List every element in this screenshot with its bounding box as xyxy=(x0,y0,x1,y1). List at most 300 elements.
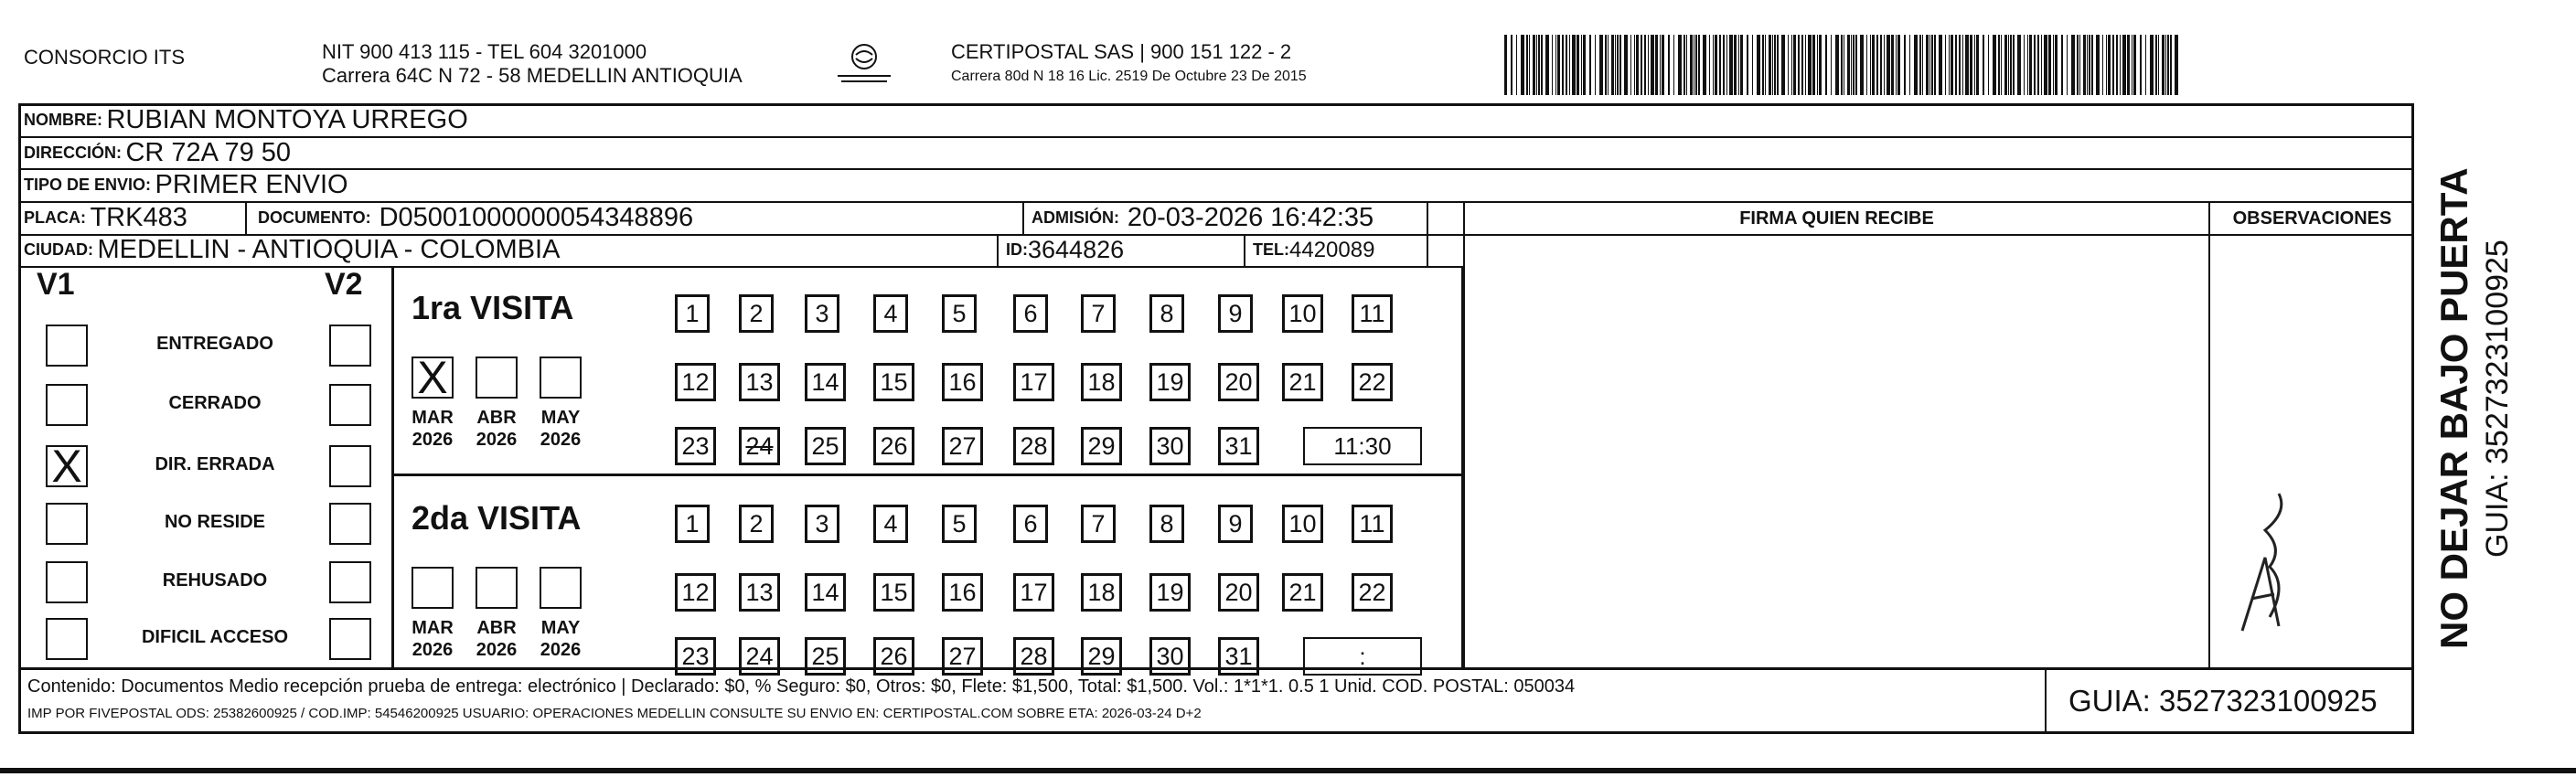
day-box[interactable]: 3 xyxy=(805,294,839,333)
barcode-bar xyxy=(1847,35,1850,95)
status-reason-label: ENTREGADO xyxy=(156,334,273,354)
barcode-bar xyxy=(1974,35,1975,95)
name-label: NOMBRE: xyxy=(24,111,102,129)
barcode-bar xyxy=(2053,35,2054,95)
barcode-bar xyxy=(1897,35,1900,95)
barcode-bar xyxy=(1655,35,1658,95)
city-label: CIUDAD: xyxy=(24,240,93,259)
barcode-bar xyxy=(1939,35,1942,95)
month-label: MAR xyxy=(412,408,454,428)
barcode-bar xyxy=(1931,35,1933,95)
observations-handwriting xyxy=(2215,457,2306,640)
recipient-name: RUBIAN MONTOYA URREGO xyxy=(106,105,468,134)
barcode-bar xyxy=(1855,35,1857,95)
address-label: DIRECCIÓN: xyxy=(24,144,122,162)
day-box[interactable]: 17 xyxy=(1013,573,1054,612)
v1-checkbox[interactable] xyxy=(46,325,88,367)
year-label: 2026 xyxy=(476,430,518,450)
tel-label: TEL: xyxy=(1253,240,1289,259)
day-box[interactable]: 21 xyxy=(1282,573,1323,612)
visit-title: 1ra VISITA xyxy=(412,289,574,326)
day-box[interactable]: 28 xyxy=(1013,427,1054,465)
month-label: ABR xyxy=(476,408,517,428)
plate-label: PLACA: xyxy=(24,208,86,227)
barcode-bar xyxy=(1774,35,1776,95)
barcode-bar xyxy=(2145,35,2146,95)
barcode-bar xyxy=(1651,35,1654,95)
barcode-bar xyxy=(1636,35,1639,95)
barcode-bar xyxy=(1533,35,1535,95)
barcode-bar xyxy=(1812,35,1815,95)
barcode-bar xyxy=(1853,35,1855,95)
barcode-bar xyxy=(1719,35,1721,95)
month-checkbox[interactable] xyxy=(476,357,518,399)
day-box[interactable]: 22 xyxy=(1352,573,1393,612)
barcode-bar xyxy=(1752,35,1753,95)
courier-license: Carrera 80d N 18 16 Lic. 2519 De Octubre 23 De 2015 xyxy=(951,69,1307,84)
barcode-bar xyxy=(2167,35,2169,95)
barcode-bar xyxy=(1825,35,1827,95)
barcode-bar xyxy=(1880,35,1882,95)
barcode-bar xyxy=(2041,35,2042,95)
day-box[interactable]: 25 xyxy=(805,637,846,676)
barcode-bar xyxy=(2158,35,2159,95)
barcode-bar xyxy=(1970,35,1972,95)
day-box[interactable]: 14 xyxy=(805,573,846,612)
barcode-bar xyxy=(2102,35,2103,95)
barcode-bar xyxy=(1569,35,1570,95)
barcode-bar xyxy=(1729,35,1733,95)
day-box[interactable]: 29 xyxy=(1081,637,1122,676)
barcode-bar xyxy=(1762,35,1764,95)
barcode-bar xyxy=(1660,35,1661,95)
admission-date: 20-03-2026 16:42:35 xyxy=(1127,203,1374,232)
barcode-bar xyxy=(1738,35,1739,95)
v2-checkbox[interactable] xyxy=(329,618,371,660)
day-box[interactable]: 4 xyxy=(873,294,908,333)
day-box[interactable]: 4 xyxy=(873,505,908,543)
barcode-bar xyxy=(1630,35,1631,95)
barcode-bar xyxy=(2087,35,2088,95)
day-box[interactable]: 6 xyxy=(1013,294,1048,333)
barcode-bar xyxy=(1668,35,1670,95)
month-label: MAR xyxy=(412,618,454,638)
day-box[interactable]: 12 xyxy=(675,363,716,401)
barcode-bar xyxy=(1536,35,1537,95)
day-box[interactable]: 31 xyxy=(1218,427,1259,465)
company-address: Carrera 64C N 72 - 58 MEDELLIN ANTIOQUIA xyxy=(322,64,743,87)
barcode-bar xyxy=(1608,35,1609,95)
plate: TRK483 xyxy=(90,203,187,232)
day-box[interactable]: 18 xyxy=(1081,363,1122,401)
barcode-bar xyxy=(1891,35,1894,95)
day-box[interactable]: 12 xyxy=(675,573,716,612)
barcode-bar xyxy=(1595,35,1596,95)
barcode-bar xyxy=(2044,35,2047,95)
barcode-bar xyxy=(1552,35,1553,95)
barcode-bar xyxy=(1634,35,1635,95)
barcode-bar xyxy=(1521,35,1524,95)
send-type-label: TIPO DE ENVIO: xyxy=(24,176,152,194)
recipient-id: 3644826 xyxy=(1028,236,1125,263)
barcode-bar xyxy=(1831,35,1832,95)
day-box[interactable]: 9 xyxy=(1218,294,1253,333)
status-reason-label: DIFICIL ACCESO xyxy=(141,627,288,647)
barcode-bar xyxy=(1955,35,1957,95)
barcode-bar xyxy=(1648,35,1649,95)
barcode-bar xyxy=(2055,35,2058,95)
day-box[interactable]: 20 xyxy=(1218,363,1259,401)
barcode-bar xyxy=(2116,35,2118,95)
send-type: PRIMER ENVIO xyxy=(155,170,348,199)
month-label: MAY xyxy=(540,408,581,428)
day-box[interactable]: 2 xyxy=(739,505,774,543)
barcode-bar xyxy=(1723,35,1725,95)
barcode-bar xyxy=(1949,35,1950,95)
year-label: 2026 xyxy=(476,640,518,660)
document-number: D05001000000054348896 xyxy=(379,203,694,232)
observations-label: OBSERVACIONES xyxy=(2232,208,2392,229)
day-box[interactable]: 11 xyxy=(1352,294,1393,333)
recipient-tel: 4420089 xyxy=(1289,237,1375,262)
status-reason-label: DIR. ERRADA xyxy=(155,454,275,474)
barcode-bar xyxy=(1993,35,1996,95)
day-box[interactable]: 11 xyxy=(1352,505,1393,543)
barcode-bar xyxy=(2096,35,2100,95)
document-label: DOCUMENTO: xyxy=(258,208,371,227)
barcode-bar xyxy=(1922,35,1923,95)
day-box[interactable]: 1 xyxy=(675,294,710,333)
barcode-bar xyxy=(1801,35,1803,95)
barcode-bar xyxy=(1781,35,1785,95)
barcode-bar xyxy=(1538,35,1540,95)
barcode-bar xyxy=(1624,35,1628,95)
barcode-bar xyxy=(1581,35,1582,95)
barcode-bar xyxy=(1715,35,1717,95)
barcode-bar xyxy=(1934,35,1936,95)
barcode-bar xyxy=(2091,35,2093,95)
barcode-bar xyxy=(2127,35,2130,95)
day-box[interactable]: 13 xyxy=(739,363,780,401)
side-warning: NO DEJAR BAJO PUERTA xyxy=(2432,167,2475,649)
barcode-bar xyxy=(2155,35,2157,95)
recipient-address: CR 72A 79 50 xyxy=(125,138,292,167)
barcode-bar xyxy=(1516,35,1517,95)
month-checkbox[interactable] xyxy=(476,567,518,609)
side-guide: GUIA: 3527323100925 xyxy=(2480,239,2515,558)
day-box[interactable]: 19 xyxy=(1149,573,1191,612)
barcode-bar xyxy=(1866,35,1867,95)
barcode-bar xyxy=(1690,35,1693,95)
name-row xyxy=(24,105,468,135)
barcode-bar xyxy=(1870,35,1871,95)
day-box[interactable]: 18 xyxy=(1081,573,1122,612)
contents-line: Contenido: Documentos Medio recepción prueba de entrega: electrónico | Declarado: $0, % Seguro: $0, Otros: $0, Flete: $1,500, Total: $1,500. Vol.: 1*1*1. 0.5 1 Unid. COD. POSTAL: 050034 xyxy=(27,676,1576,697)
barcode-bar xyxy=(1541,35,1543,95)
day-box[interactable]: 16 xyxy=(942,573,983,612)
day-box[interactable]: 10 xyxy=(1282,294,1323,333)
status-reason-label: NO RESIDE xyxy=(164,512,266,532)
barcode-bar xyxy=(2089,35,2090,95)
barcode-bar xyxy=(1529,35,1530,95)
barcode-bar xyxy=(1887,35,1890,95)
day-box[interactable]: 22 xyxy=(1352,363,1393,401)
barcode-bar xyxy=(2027,35,2028,95)
barcode-bar xyxy=(1798,35,1800,95)
month-checkbox[interactable] xyxy=(540,567,582,609)
barcode-bar xyxy=(1703,35,1706,95)
barcode-bar xyxy=(1709,35,1710,95)
v2-checkbox[interactable] xyxy=(329,503,371,545)
day-box[interactable]: 10 xyxy=(1282,505,1323,543)
barcode-bar xyxy=(2165,35,2166,95)
barcode-bar xyxy=(1555,35,1556,95)
month-checkbox[interactable] xyxy=(540,357,582,399)
barcode-bar xyxy=(1841,35,1843,95)
barcode-bar xyxy=(1577,35,1579,95)
barcode-bar xyxy=(1872,35,1875,95)
barcode-bar xyxy=(1557,35,1560,95)
barcode-bar xyxy=(2133,35,2136,95)
barcode-bar xyxy=(1926,35,1929,95)
visit-time-box[interactable]: 11:30 xyxy=(1303,427,1422,465)
barcode-bar xyxy=(1713,35,1714,95)
barcode-bar xyxy=(1566,35,1567,95)
barcode-bar xyxy=(1511,35,1512,95)
day-box[interactable]: 23 xyxy=(675,427,716,465)
status-reason-label: REHUSADO xyxy=(162,570,268,591)
barcode-bar xyxy=(2048,35,2051,95)
v2-label: V2 xyxy=(325,267,363,302)
barcode-bar xyxy=(1683,35,1685,95)
v2-checkbox[interactable] xyxy=(329,445,371,487)
barcode-bar xyxy=(2140,35,2142,95)
barcode-bar xyxy=(1959,35,1961,95)
barcode-bar xyxy=(1662,35,1664,95)
barcode-bar xyxy=(1929,35,1930,95)
city-row xyxy=(24,235,560,265)
day-box[interactable]: 28 xyxy=(1013,637,1054,676)
day-box[interactable]: 23 xyxy=(675,637,716,676)
barcode-bar xyxy=(1919,35,1921,95)
barcode-bar xyxy=(2010,35,2012,95)
day-box[interactable]: 24 xyxy=(739,637,780,676)
barcode-bar xyxy=(2162,35,2164,95)
barcode-bar xyxy=(1734,35,1737,95)
barcode-bar xyxy=(1673,35,1674,95)
barcode-bar xyxy=(1965,35,1969,95)
day-box[interactable]: 30 xyxy=(1149,637,1191,676)
barcode-bar xyxy=(2037,35,2039,95)
day-box[interactable]: 19 xyxy=(1149,363,1191,401)
day-box[interactable]: 8 xyxy=(1149,294,1184,333)
day-box[interactable]: 9 xyxy=(1218,505,1253,543)
barcode-bar xyxy=(1777,35,1779,95)
barcode-bar xyxy=(1617,35,1619,95)
barcode-bar xyxy=(1835,35,1839,95)
barcode-bar xyxy=(1619,35,1621,95)
barcode-bar xyxy=(1884,35,1885,95)
status-reason-label: CERRADO xyxy=(168,393,262,413)
barcode-bar xyxy=(1998,35,2000,95)
barcode-bar xyxy=(2029,35,2032,95)
barcode-bar xyxy=(2083,35,2086,95)
barcode-bar xyxy=(1611,35,1614,95)
barcode-bar xyxy=(1599,35,1603,95)
barcode-bar xyxy=(1876,35,1878,95)
barcode-bar xyxy=(1805,35,1806,95)
barcode-bar xyxy=(1615,35,1616,95)
barcode-bar xyxy=(2150,35,2154,95)
barcode-bar xyxy=(1976,35,1979,95)
day-box[interactable]: 29 xyxy=(1081,427,1122,465)
tel-row xyxy=(1253,235,1374,265)
v2-checkbox[interactable] xyxy=(329,561,371,603)
barcode-bar xyxy=(2175,35,2178,95)
day-box[interactable]: 30 xyxy=(1149,427,1191,465)
barcode-bar xyxy=(1589,35,1591,95)
v2-checkbox[interactable] xyxy=(329,325,371,367)
v1-checkbox[interactable] xyxy=(46,384,88,426)
barcode-bar xyxy=(1562,35,1564,95)
barcode-bar xyxy=(1988,35,1989,95)
day-box[interactable]: 15 xyxy=(873,573,914,612)
barcode-bar xyxy=(1983,35,1984,95)
month-checkbox[interactable]: X xyxy=(412,357,454,399)
month-label: ABR xyxy=(476,618,517,638)
barcode-bar xyxy=(1860,35,1864,95)
barcode-bar xyxy=(1644,35,1646,95)
id-label: ID: xyxy=(1006,240,1028,259)
barcode-bar xyxy=(1909,35,1910,95)
certipostal-logo xyxy=(832,40,896,88)
day-box[interactable]: 8 xyxy=(1149,505,1184,543)
company-nit: NIT 900 413 115 - TEL 604 3201000 xyxy=(322,40,647,63)
admission-label: ADMISIÓN: xyxy=(1031,208,1119,227)
barcode-bar xyxy=(2112,35,2114,95)
form-frame xyxy=(18,103,2414,670)
received-by-label: FIRMA QUIEN RECIBE xyxy=(1739,208,1934,229)
barcode-bar xyxy=(1757,35,1760,95)
v1-checkbox[interactable] xyxy=(46,503,88,545)
barcode-bar xyxy=(1698,35,1700,95)
day-box[interactable]: 1 xyxy=(675,505,710,543)
barcode-bar xyxy=(2079,35,2080,95)
barcode-bar xyxy=(1726,35,1727,95)
barcode-bar xyxy=(2067,35,2068,95)
barcode-bar xyxy=(2106,35,2107,95)
day-box[interactable]: 25 xyxy=(805,427,846,465)
day-box[interactable]: 26 xyxy=(873,427,914,465)
barcode-bar xyxy=(1772,35,1773,95)
day-box[interactable]: 3 xyxy=(805,505,839,543)
day-box[interactable]: 17 xyxy=(1013,363,1054,401)
day-box[interactable]: 7 xyxy=(1081,505,1116,543)
day-box[interactable]: 16 xyxy=(942,363,983,401)
visit-time-box[interactable]: : xyxy=(1303,637,1422,676)
day-box[interactable]: 26 xyxy=(873,637,914,676)
barcode-bar xyxy=(1695,35,1697,95)
v1-checkbox[interactable] xyxy=(46,618,88,660)
barcode-bar xyxy=(1896,35,1897,95)
day-box[interactable]: 2 xyxy=(739,294,774,333)
barcode-bar xyxy=(2024,35,2025,95)
barcode-bar xyxy=(1583,35,1586,95)
month-checkbox[interactable] xyxy=(412,567,454,609)
day-box[interactable]: 27 xyxy=(942,427,983,465)
v2-checkbox[interactable] xyxy=(329,384,371,426)
barcode-bar xyxy=(2001,35,2002,95)
barcode-bar xyxy=(1791,35,1792,95)
day-box[interactable]: 31 xyxy=(1218,637,1259,676)
barcode-bar xyxy=(2120,35,2121,95)
year-label: 2026 xyxy=(412,430,454,450)
barcode-icon xyxy=(1504,35,2190,95)
day-box[interactable]: 15 xyxy=(873,363,914,401)
barcode-bar xyxy=(1504,35,1507,95)
send-type-row xyxy=(24,170,348,200)
year-label: 2026 xyxy=(540,430,582,450)
visit-title: 2da VISITA xyxy=(412,499,582,537)
v1-label: V1 xyxy=(37,267,75,302)
barcode-bar xyxy=(1740,35,1743,95)
v1-checkbox[interactable]: X xyxy=(46,445,88,487)
barcode-bar xyxy=(1788,35,1789,95)
barcode-bar xyxy=(1808,35,1812,95)
barcode-bar xyxy=(1769,35,1771,95)
barcode-bar xyxy=(2008,35,2009,95)
barcode-bar xyxy=(1526,35,1528,95)
admission-row xyxy=(1031,203,1374,233)
footer-guide: GUIA: 3527323100925 xyxy=(2068,684,2378,718)
day-box[interactable]: 13 xyxy=(739,573,780,612)
barcode-bar xyxy=(1962,35,1963,95)
barcode-bar xyxy=(2061,35,2063,95)
month-label: MAY xyxy=(540,618,581,638)
id-row xyxy=(1006,235,1124,265)
barcode-bar xyxy=(1765,35,1766,95)
barcode-bar xyxy=(1951,35,1953,95)
barcode-bar xyxy=(1678,35,1682,95)
barcode-bar xyxy=(2004,35,2007,95)
company-name: CONSORCIO ITS xyxy=(24,46,186,69)
barcode-bar xyxy=(1945,35,1946,95)
city: MEDELLIN - ANTIOQUIA - COLOMBIA xyxy=(97,235,561,264)
year-label: 2026 xyxy=(412,640,454,660)
day-box[interactable]: 7 xyxy=(1081,294,1116,333)
day-box[interactable]: 20 xyxy=(1218,573,1259,612)
barcode-bar xyxy=(1545,35,1549,95)
barcode-bar xyxy=(1641,35,1642,95)
v1-checkbox[interactable] xyxy=(46,561,88,603)
barcode-bar xyxy=(1817,35,1818,95)
courier-line: CERTIPOSTAL SAS | 900 151 122 - 2 xyxy=(951,40,1292,63)
day-box[interactable]: 24 xyxy=(739,427,780,465)
year-label: 2026 xyxy=(540,640,582,660)
document-row xyxy=(258,203,693,233)
day-box[interactable]: 5 xyxy=(942,505,977,543)
plate-row xyxy=(24,203,187,233)
barcode-bar xyxy=(1914,35,1918,95)
day-box[interactable]: 5 xyxy=(942,294,977,333)
day-box[interactable]: 14 xyxy=(805,363,846,401)
day-box[interactable]: 6 xyxy=(1013,505,1048,543)
day-box[interactable]: 21 xyxy=(1282,363,1323,401)
barcode-bar xyxy=(2077,35,2079,95)
barcode-bar xyxy=(2017,35,2021,95)
day-box[interactable]: 27 xyxy=(942,637,983,676)
barcode-bar xyxy=(1686,35,1687,95)
